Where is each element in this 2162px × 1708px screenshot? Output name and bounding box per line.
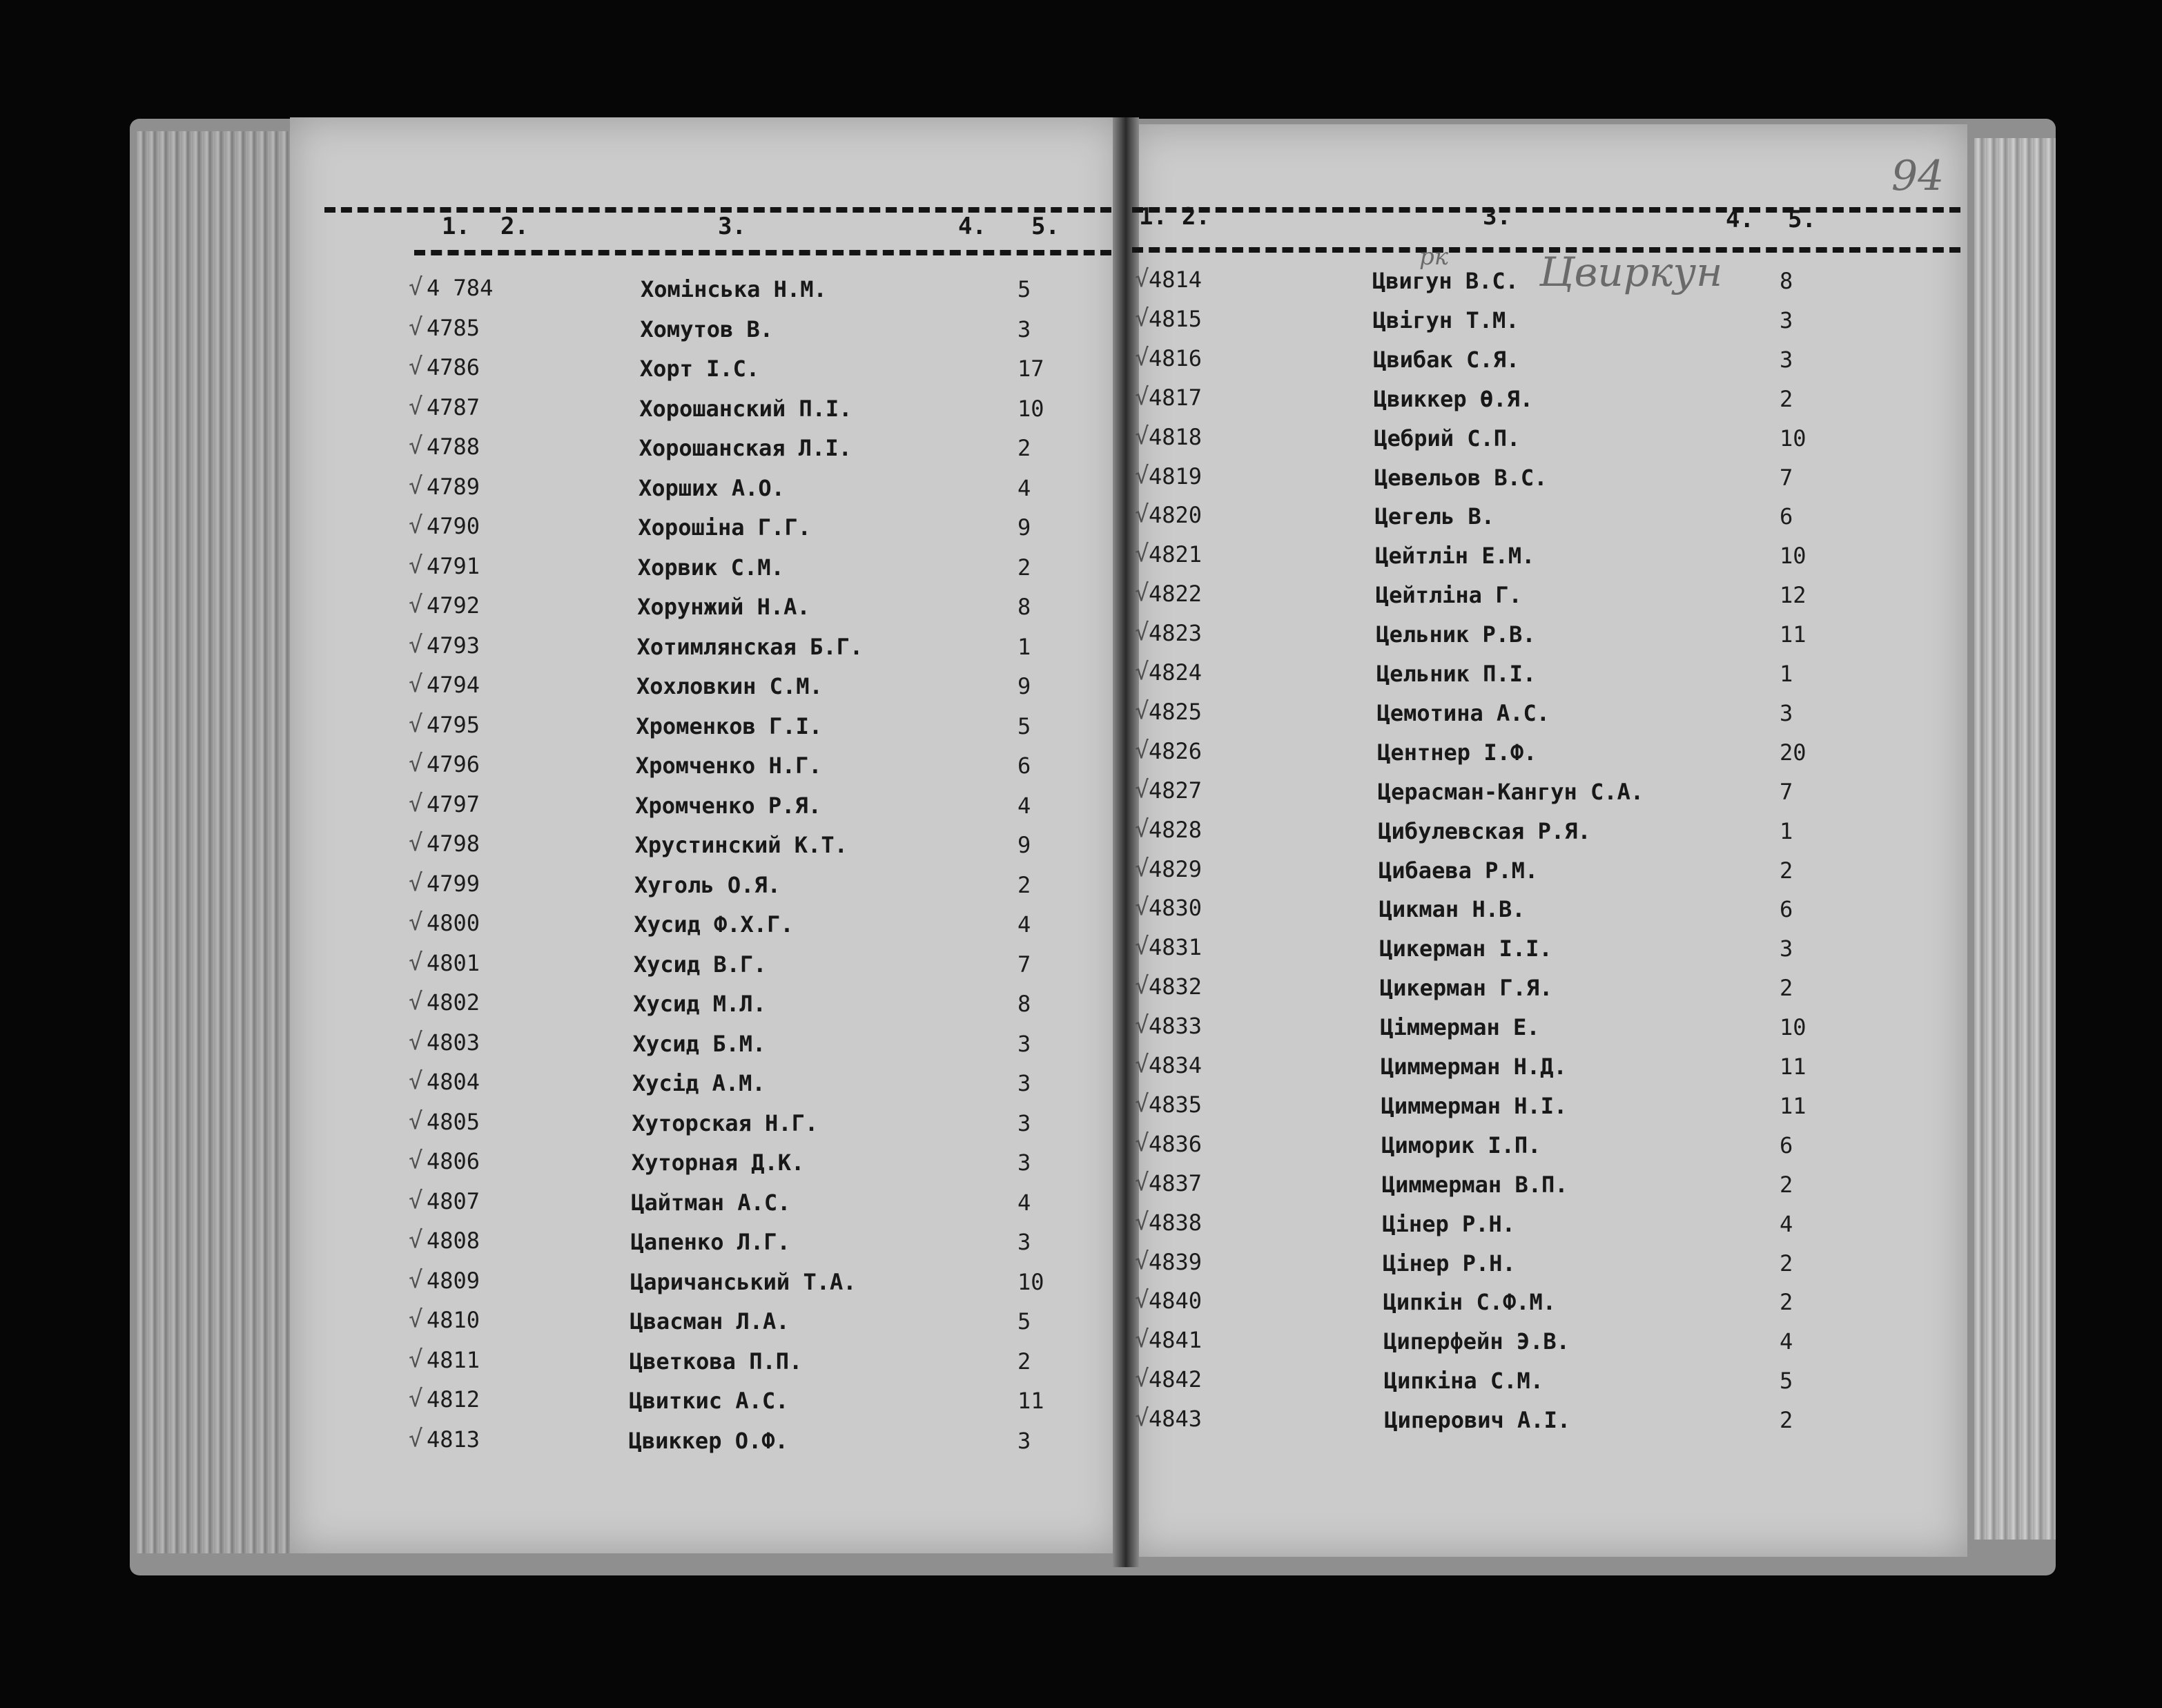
left-row-count: 3 <box>1017 1030 1031 1057</box>
left-row-name: Цветкова П.П. <box>629 1348 803 1375</box>
left-row-name: Хорошіна Г.Г. <box>638 514 811 541</box>
right-row-count: 2 <box>1780 1250 1793 1277</box>
left-row-check-mark: √ <box>409 1306 423 1333</box>
left-row-number: 4804 <box>427 1069 480 1095</box>
right-row-count: 3 <box>1780 346 1793 373</box>
right-row-check-mark: √ <box>1135 775 1149 804</box>
left-row-count: 5 <box>1017 276 1031 302</box>
left-row-name: Хорт І.С. <box>639 356 760 382</box>
left-row-number: 4811 <box>427 1346 480 1373</box>
left-row-check-mark: √ <box>409 353 423 380</box>
left-header-rule-bottom <box>414 250 1111 255</box>
left-row-check-mark: √ <box>409 1226 423 1254</box>
right-row-number: 4822 <box>1149 581 1202 608</box>
right-row-count: 4 <box>1780 1328 1793 1355</box>
left-row-check-mark: √ <box>409 1265 423 1294</box>
right-row-check-mark: √ <box>1135 265 1149 293</box>
right-row-name: Циммерман Н.І. <box>1381 1092 1568 1119</box>
left-row-number: 4809 <box>427 1267 480 1294</box>
left-row-name: Хорошанский П.І. <box>639 395 853 422</box>
right-row-count: 10 <box>1780 425 1806 452</box>
right-row-check-mark: √ <box>1135 972 1149 1000</box>
left-row-count: 2 <box>1017 1348 1031 1375</box>
right-row-count: 2 <box>1780 385 1793 412</box>
left-row-name: Хроменков Г.І. <box>636 712 823 739</box>
left-row-number: 4793 <box>427 632 480 659</box>
page-number: 94 <box>1891 152 1945 200</box>
left-row-number: 4795 <box>427 711 480 738</box>
right-row-check-mark: √ <box>1135 304 1149 332</box>
right-row-check-mark: √ <box>1135 854 1149 882</box>
left-row-name: Хорших А.О. <box>639 474 785 501</box>
left-row-name: Хуторная Д.К. <box>631 1149 805 1176</box>
right-row-check-mark: √ <box>1135 1247 1149 1275</box>
left-row-number: 4802 <box>427 989 480 1016</box>
right-row-number: 4839 <box>1149 1248 1202 1275</box>
left-col2-header: 2. <box>500 213 529 240</box>
right-row-count: 12 <box>1780 582 1806 609</box>
left-row-count: 3 <box>1017 1427 1031 1454</box>
right-row-name: Цельник П.І. <box>1376 661 1537 687</box>
right-row-number: 4838 <box>1149 1209 1202 1236</box>
right-row-count: 11 <box>1780 621 1806 648</box>
right-col1-header: 1. <box>1139 203 1167 231</box>
right-row-number: 4815 <box>1149 305 1202 332</box>
right-row-count: 2 <box>1780 1289 1793 1316</box>
left-row-count: 11 <box>1017 1388 1044 1414</box>
left-row-check-mark: √ <box>409 1186 423 1214</box>
right-row-name: Ципкін С.Ф.М. <box>1383 1289 1557 1316</box>
right-row-check-mark: √ <box>1135 1207 1149 1236</box>
right-row-check-mark: √ <box>1135 933 1149 961</box>
right-row-name: Центнер І.Ф. <box>1377 739 1537 766</box>
right-row-number: 4817 <box>1149 384 1202 411</box>
right-row-check-mark: √ <box>1135 893 1149 922</box>
left-row-check-mark: √ <box>409 670 423 698</box>
left-row-check-mark: √ <box>409 1345 423 1373</box>
left-row-count: 4 <box>1017 792 1031 819</box>
left-row-number: 4787 <box>427 394 480 420</box>
left-row-number: 4801 <box>427 949 480 976</box>
right-row-number: 4841 <box>1149 1327 1202 1354</box>
right-row-number: 4833 <box>1149 1013 1202 1040</box>
right-row-count: 6 <box>1780 896 1793 923</box>
left-row-count: 2 <box>1017 871 1031 898</box>
right-row-name: Ціммерман Е. <box>1380 1014 1540 1041</box>
right-row-name: Цемотина А.С. <box>1376 699 1550 726</box>
right-col5-header: 5. <box>1788 206 1816 233</box>
right-row-count: 11 <box>1780 1054 1806 1080</box>
handwritten-surname: Цвиркун <box>1539 249 1723 295</box>
right-row-number: 4827 <box>1149 777 1202 804</box>
right-row-name: Цибаева Р.М. <box>1379 857 1539 884</box>
right-row-number: 4829 <box>1149 855 1202 882</box>
left-row-check-mark: √ <box>409 750 423 777</box>
right-row-check-mark: √ <box>1135 1286 1149 1314</box>
right-row-name: Циперович А.І. <box>1384 1407 1571 1434</box>
left-row-number: 4786 <box>427 354 480 380</box>
left-row-name: Цайтман А.С. <box>631 1189 791 1216</box>
right-row-name: Цикман Н.В. <box>1379 896 1526 923</box>
right-row-name: Цінер Р.Н. <box>1383 1250 1516 1277</box>
left-row-count: 8 <box>1017 594 1031 620</box>
left-row-number: 4 784 <box>427 275 494 301</box>
left-row-count: 8 <box>1017 991 1031 1017</box>
left-row-number: 4785 <box>427 314 480 341</box>
left-col3-header: 3. <box>718 213 746 240</box>
left-row-number: 4794 <box>427 672 480 698</box>
left-row-count: 4 <box>1017 1189 1031 1216</box>
left-row-number: 4790 <box>427 513 480 539</box>
right-row-number: 4820 <box>1149 502 1202 529</box>
right-row-name: Циммерман В.П. <box>1381 1171 1568 1198</box>
right-row-count: 2 <box>1780 975 1793 1002</box>
right-row-name: Цевельов В.С. <box>1374 464 1548 491</box>
left-col1-header: 1. <box>442 213 470 240</box>
left-row-check-mark: √ <box>409 789 423 817</box>
right-row-number: 4835 <box>1149 1091 1202 1118</box>
right-row-check-mark: √ <box>1135 1129 1149 1157</box>
left-row-check-mark: √ <box>409 630 423 659</box>
right-row-number: 4843 <box>1149 1406 1202 1433</box>
right-header-rule-top <box>1132 207 1960 213</box>
right-row-name: Цвигун В.С. <box>1372 268 1519 294</box>
left-row-check-mark: √ <box>409 313 423 341</box>
left-row-check-mark: √ <box>409 432 423 460</box>
right-row-count: 20 <box>1780 739 1806 766</box>
right-row-count: 7 <box>1780 464 1793 491</box>
right-row-number: 4832 <box>1149 973 1202 1000</box>
left-header-rule-top <box>324 207 1111 213</box>
right-row-check-mark: √ <box>1135 658 1149 686</box>
left-row-name: Хусид М.Л. <box>633 991 766 1017</box>
right-row-check-mark: √ <box>1135 736 1149 764</box>
left-row-check-mark: √ <box>409 710 423 738</box>
left-row-number: 4788 <box>427 434 480 460</box>
left-row-name: Цвасман Л.А. <box>630 1308 790 1335</box>
right-row-count: 11 <box>1780 1092 1806 1119</box>
left-row-check-mark: √ <box>409 1147 423 1174</box>
left-row-name: Хорунжий Н.А. <box>637 594 810 620</box>
right-row-name: Цейтлін Е.М. <box>1375 543 1535 570</box>
right-row-check-mark: √ <box>1135 1404 1149 1433</box>
left-row-name: Цапенко Л.Г. <box>630 1229 790 1255</box>
right-row-count: 3 <box>1780 699 1793 726</box>
left-row-number: 4797 <box>427 790 480 817</box>
right-row-count: 10 <box>1780 1014 1806 1041</box>
right-row-count: 2 <box>1780 1407 1793 1434</box>
right-row-check-mark: √ <box>1135 1051 1149 1078</box>
left-row-name: Цвиккер О.Ф. <box>628 1427 788 1454</box>
right-row-number: 4840 <box>1149 1288 1202 1314</box>
right-row-number: 4824 <box>1149 659 1202 686</box>
left-row-check-mark: √ <box>409 273 423 301</box>
left-row-name: Хуголь О.Я. <box>634 871 781 898</box>
left-row-count: 3 <box>1017 1109 1031 1136</box>
right-row-check-mark: √ <box>1135 422 1149 450</box>
left-row-number: 4799 <box>427 870 480 897</box>
right-row-count: 6 <box>1780 503 1793 530</box>
left-row-number: 4796 <box>427 751 480 777</box>
left-row-count: 4 <box>1017 474 1031 501</box>
left-row-number: 4812 <box>427 1386 480 1413</box>
right-row-check-mark: √ <box>1135 1365 1149 1393</box>
left-row-name: Хусід А.М. <box>632 1070 766 1096</box>
right-row-check-mark: √ <box>1135 579 1149 608</box>
left-row-check-mark: √ <box>409 1424 423 1453</box>
right-row-number: 4821 <box>1149 541 1202 568</box>
right-row-check-mark: √ <box>1135 1089 1149 1118</box>
left-row-check-mark: √ <box>409 1107 423 1135</box>
left-row-number: 4803 <box>427 1029 480 1056</box>
right-row-number: 4825 <box>1149 698 1202 725</box>
right-row-number: 4823 <box>1149 620 1202 647</box>
handwritten-correction: рк <box>1419 243 1449 271</box>
left-row-name: Хусид В.Г. <box>633 951 767 978</box>
left-row-check-mark: √ <box>409 988 423 1016</box>
left-row-check-mark: √ <box>409 948 423 976</box>
left-row-count: 3 <box>1017 1149 1031 1176</box>
left-row-name: Хрустинский К.Т. <box>634 832 848 858</box>
left-row-name: Хромченко Н.Г. <box>635 753 822 779</box>
left-row-check-mark: √ <box>409 472 423 500</box>
right-row-count: 1 <box>1780 817 1793 844</box>
left-row-number: 4792 <box>427 592 480 619</box>
left-row-check-mark: √ <box>409 909 423 936</box>
right-row-check-mark: √ <box>1135 815 1149 843</box>
left-row-count: 9 <box>1017 514 1031 541</box>
right-row-name: Циморик І.П. <box>1381 1132 1541 1158</box>
left-row-name: Хомінська Н.М. <box>641 276 827 302</box>
left-row-count: 1 <box>1017 633 1031 660</box>
left-row-count: 2 <box>1017 554 1031 581</box>
left-row-name: Хуторская Н.Г. <box>632 1109 819 1136</box>
left-row-name: Хохловкин С.М. <box>636 673 823 699</box>
right-row-check-mark: √ <box>1135 382 1149 411</box>
left-row-count: 3 <box>1017 1070 1031 1096</box>
right-row-name: Цебрий С.П. <box>1374 425 1521 452</box>
right-row-count: 8 <box>1780 268 1793 294</box>
left-row-count: 5 <box>1017 712 1031 739</box>
right-row-name: Цельник Р.В. <box>1376 621 1536 648</box>
right-row-count: 1 <box>1780 661 1793 687</box>
left-row-count: 2 <box>1017 435 1031 461</box>
right-row-check-mark: √ <box>1135 540 1149 568</box>
right-row-number: 4819 <box>1149 463 1202 489</box>
right-page-edges <box>1974 138 2056 1540</box>
right-row-name: Циперфейн Э.В. <box>1383 1328 1570 1355</box>
left-row-count: 3 <box>1017 1229 1031 1255</box>
right-row-count: 3 <box>1780 935 1793 962</box>
left-row-count: 9 <box>1017 673 1031 699</box>
left-row-count: 5 <box>1017 1308 1031 1335</box>
left-row-count: 3 <box>1017 316 1031 342</box>
left-row-number: 4810 <box>427 1307 480 1333</box>
left-row-name: Хотимлянская Б.Г. <box>636 633 864 660</box>
left-row-name: Цвиткис А.С. <box>629 1388 789 1414</box>
right-row-name: Церасман-Кангун С.А. <box>1377 778 1644 805</box>
left-row-number: 4800 <box>427 910 480 936</box>
right-col2-header: 2. <box>1182 203 1210 231</box>
right-row-name: Цінер Р.Н. <box>1382 1210 1516 1237</box>
left-row-check-mark: √ <box>409 829 423 857</box>
left-row-number: 4789 <box>427 473 480 500</box>
left-row-check-mark: √ <box>409 591 423 619</box>
left-row-check-mark: √ <box>409 1385 423 1413</box>
right-row-name: Цегель В. <box>1374 503 1494 530</box>
right-row-number: 4816 <box>1149 344 1202 371</box>
left-row-count: 10 <box>1017 395 1044 422</box>
left-row-check-mark: √ <box>409 392 423 420</box>
right-row-name: Ципкіна С.М. <box>1383 1368 1543 1395</box>
left-row-check-mark: √ <box>409 1067 423 1095</box>
right-row-number: 4828 <box>1149 816 1202 843</box>
right-col4-header: 4. <box>1726 206 1754 233</box>
left-row-number: 4813 <box>427 1426 480 1453</box>
right-row-check-mark: √ <box>1135 1011 1149 1040</box>
right-row-count: 5 <box>1780 1368 1793 1395</box>
left-row-count: 9 <box>1017 832 1031 858</box>
left-row-name: Хомутов В. <box>640 316 774 342</box>
right-row-number: 4842 <box>1149 1366 1202 1393</box>
left-row-name: Хусид Ф.Х.Г. <box>634 911 794 938</box>
right-col3-header: 3. <box>1483 203 1511 231</box>
left-row-check-mark: √ <box>409 551 423 579</box>
left-row-count: 17 <box>1017 356 1044 382</box>
left-row-number: 4807 <box>427 1187 480 1214</box>
right-row-check-mark: √ <box>1135 461 1149 489</box>
right-row-name: Циммерман Н.Д. <box>1381 1054 1567 1080</box>
right-row-name: Цвибак С.Я. <box>1373 346 1520 373</box>
left-row-number: 4798 <box>427 831 480 857</box>
right-row-check-mark: √ <box>1135 1168 1149 1196</box>
right-row-name: Цикерман І.І. <box>1379 935 1552 962</box>
right-row-check-mark: √ <box>1135 1326 1149 1354</box>
right-row-name: Цейтліна Г. <box>1375 582 1522 609</box>
right-row-count: 7 <box>1780 778 1793 805</box>
left-page-edges <box>137 131 302 1553</box>
left-row-count: 10 <box>1017 1268 1044 1295</box>
left-row-check-mark: √ <box>409 1027 423 1056</box>
right-row-number: 4834 <box>1149 1052 1202 1078</box>
left-row-number: 4805 <box>427 1108 480 1135</box>
left-row-name: Царичанський Т.А. <box>630 1268 857 1295</box>
left-row-number: 4808 <box>427 1227 480 1254</box>
left-row-name: Хорошанская Л.І. <box>639 435 852 461</box>
left-row-name: Хусид Б.М. <box>632 1030 766 1057</box>
right-row-name: Цвиккер Ө.Я. <box>1373 385 1533 412</box>
left-row-number: 4806 <box>427 1148 480 1174</box>
right-row-count: 6 <box>1780 1132 1793 1158</box>
left-row-count: 7 <box>1017 951 1031 978</box>
right-row-number: 4818 <box>1149 423 1202 450</box>
right-row-name: Цикерман Г.Я. <box>1379 975 1553 1002</box>
right-row-count: 4 <box>1780 1210 1793 1237</box>
right-row-check-mark: √ <box>1135 501 1149 529</box>
left-row-check-mark: √ <box>409 512 423 539</box>
right-row-count: 10 <box>1780 543 1806 570</box>
right-row-name: Цвігун Т.М. <box>1372 307 1519 333</box>
left-row-count: 6 <box>1017 753 1031 779</box>
left-row-number: 4791 <box>427 552 480 579</box>
left-col4-header: 4. <box>958 213 986 240</box>
left-row-check-mark: √ <box>409 868 423 897</box>
right-row-number: 4830 <box>1149 895 1202 922</box>
right-row-number: 4836 <box>1149 1130 1202 1157</box>
left-row-name: Хорвик С.М. <box>637 554 784 581</box>
right-row-number: 4826 <box>1149 737 1202 764</box>
right-row-number: 4831 <box>1149 934 1202 961</box>
left-row-name: Хромченко Р.Я. <box>635 792 821 819</box>
right-row-count: 2 <box>1780 857 1793 884</box>
right-row-number: 4837 <box>1149 1170 1202 1196</box>
right-row-count: 2 <box>1780 1171 1793 1198</box>
right-row-check-mark: √ <box>1135 343 1149 371</box>
right-row-count: 3 <box>1780 307 1793 333</box>
right-row-check-mark: √ <box>1135 619 1149 647</box>
left-col5-header: 5. <box>1031 213 1060 240</box>
right-row-check-mark: √ <box>1135 697 1149 725</box>
right-row-number: 4814 <box>1149 266 1202 293</box>
right-row-name: Цибулевская Р.Я. <box>1378 817 1591 844</box>
left-row-count: 4 <box>1017 911 1031 938</box>
